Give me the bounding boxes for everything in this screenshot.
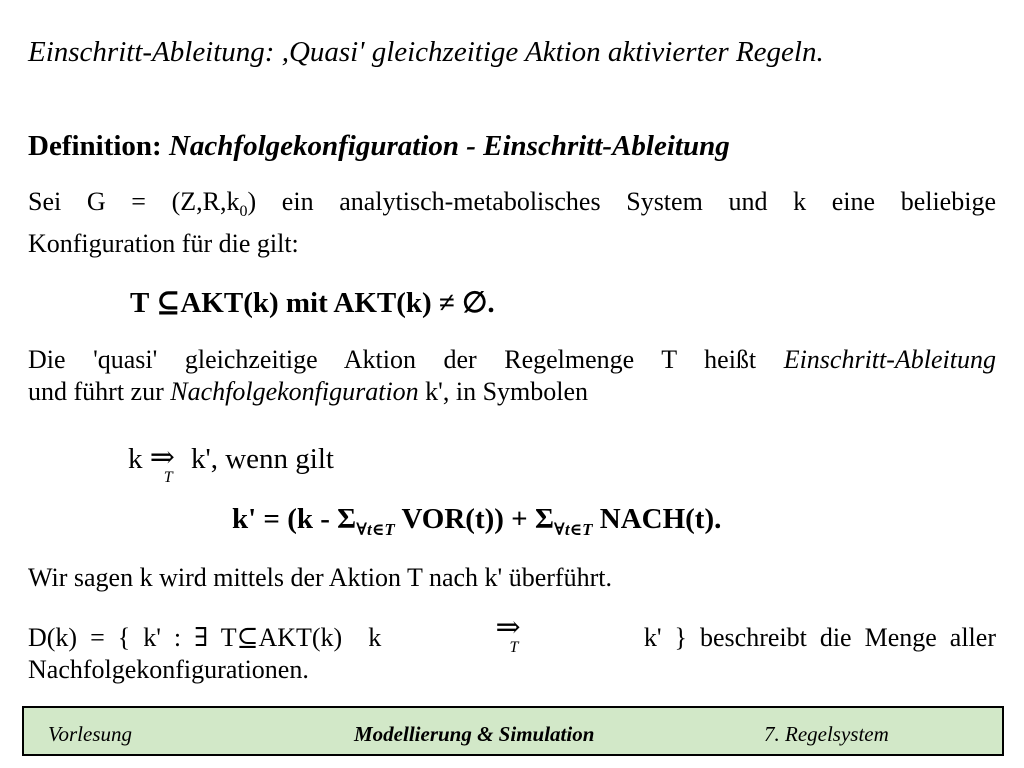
paragraph-action-line2: und führt zur Nachfolgekonfiguration k', in Symbolen (28, 377, 589, 406)
paragraph-successor-set (28, 611, 996, 686)
footer-course-type: Vorlesung (48, 722, 132, 746)
paragraph-action (28, 344, 996, 408)
sum-index-1: ∀t∈T (356, 519, 395, 539)
paragraph-system (28, 186, 996, 260)
k0-subscript: 0 (239, 203, 248, 221)
paragraph-system-line2: Konfiguration für die gilt: (28, 229, 299, 259)
paragraph-system-line1: Sei $G = (Z,R,k_0)$ ein analytisch-metabolisches System und k eine beliebige (28, 187, 996, 221)
term-nachfolge: Nachfolgekonfiguration (170, 377, 419, 406)
derivation-arrow-icon: ⇒ T (149, 441, 175, 487)
paragraph-transition: Wir sagen k wird mittels der Aktion T nach k' überführt. (28, 563, 612, 592)
successor-set-line1: D(k) = { k' : ∃ T⊆AKT(k) k ⇒ T k' } beschreibt die Menge aller (28, 611, 996, 656)
footer-bar (22, 706, 1004, 756)
footer-chapter: 7. Regelsystem (764, 722, 889, 746)
formula-derivation: k ⇒ T k', wenn gilt (128, 441, 334, 487)
sum-index-2: ∀t∈T (553, 519, 593, 539)
term-einschritt: Einschritt-Ableitung (783, 345, 996, 374)
paragraph-action-line1: Die 'quasi' gleichzeitige Aktion der Regelmenge T heißt Einschritt-Ableitung (28, 345, 996, 374)
definition-label: Definition: (28, 130, 169, 162)
formula-condition: T ⊆AKT(k) mit AKT(k) ≠ ∅. (130, 287, 495, 319)
successor-set-line2: Nachfolgekonfigurationen. (28, 655, 309, 684)
page-heading: Einschritt-Ableitung: ,Quasi' gleichzeitige Aktion aktivierter Regeln. (28, 36, 824, 68)
successor-arrow-icon: ⇒ T (495, 611, 521, 656)
definition-heading (28, 128, 730, 164)
footer-course-title: Modellierung & Simulation (354, 722, 595, 746)
definition-term: Nachfolgekonfiguration - Einschritt-Ableitung (168, 130, 730, 162)
formula-successor: $k' = (k - \Sigma_{\forall t\in T}$ $VOR(t)) + \Sigma_{\forall t\in T}$ NACH(t). (232, 503, 722, 539)
